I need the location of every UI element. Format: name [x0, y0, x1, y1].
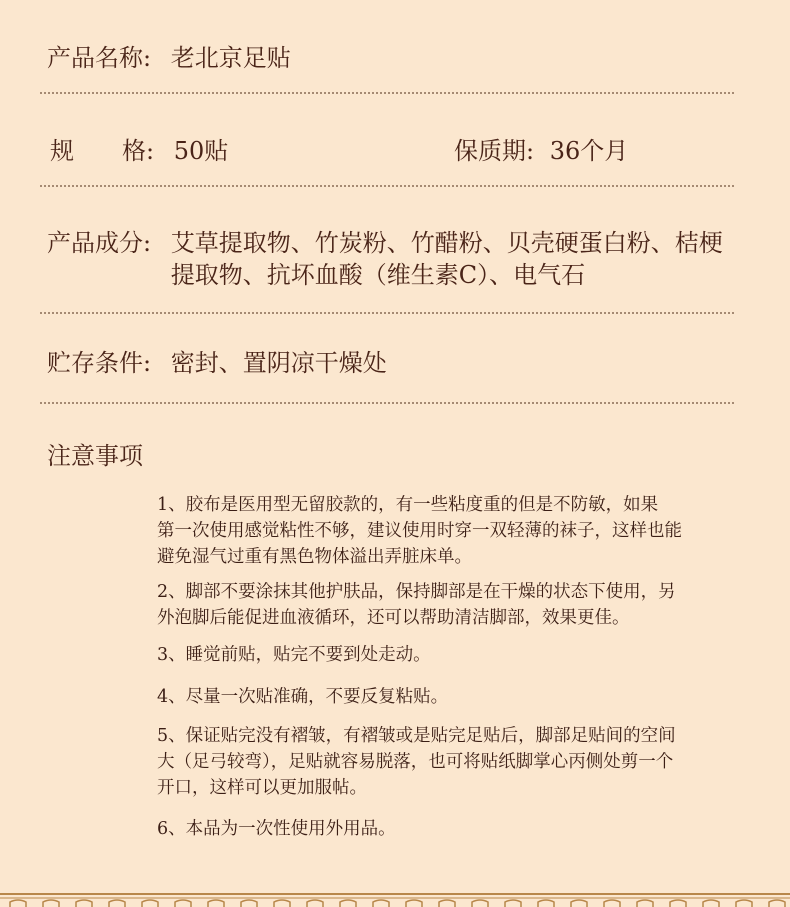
divider	[40, 92, 734, 94]
spec-label: 规 格:	[50, 137, 155, 165]
note-item: 4、尽量一次贴准确，不要反复粘贴。	[157, 687, 449, 707]
divider	[40, 402, 734, 404]
border-ornament	[670, 900, 686, 907]
border-ornament	[703, 900, 719, 907]
note-item: 2、脚部不要涂抹其他护肤品，保持脚部是在干燥的状态下使用，另 外泡脚后能促进血液循环，还可以帮助清洁脚部，效果更佳。	[157, 582, 676, 628]
ingredients-row	[47, 227, 790, 291]
note-item: 3、睡觉前贴，贴完不要到处走动。	[157, 645, 431, 665]
storage-label: 贮存条件:	[47, 349, 152, 377]
decorative-border	[0, 892, 790, 907]
divider	[40, 312, 734, 314]
border-ornament	[208, 900, 224, 907]
border-ornament	[373, 900, 389, 907]
ingredients-line: 提取物、抗坏血酸（维生素C）、电气石	[170, 261, 586, 289]
border-ornament	[10, 900, 26, 907]
product-name-label: 产品名称:	[47, 44, 152, 72]
border-ornament	[505, 900, 521, 907]
storage-row	[47, 347, 750, 379]
border-ornament	[43, 900, 59, 907]
border-ornament	[604, 900, 620, 907]
border-ornament	[538, 900, 554, 907]
shelf-life-label: 保质期:	[454, 137, 535, 165]
note-item: 6、本品为一次性使用外用品。	[157, 819, 396, 839]
ingredients-value	[171, 227, 723, 291]
border-ornament	[142, 900, 158, 907]
border-ornament	[769, 900, 785, 907]
border-ornament	[241, 900, 257, 907]
border-ornament	[307, 900, 323, 907]
border-ornament	[406, 900, 422, 907]
border-ornament	[472, 900, 488, 907]
border-ornament	[274, 900, 290, 907]
product-name-row	[47, 42, 750, 74]
product-name-value: 老北京足贴	[170, 44, 291, 72]
note-item: 5、保证贴完没有褶皱，有褶皱或是贴完足贴后，脚部足贴间的空间 大（足弓较弯），足贴就容易脱落，也可将贴纸脚掌心丙侧处剪一个 开口，这样可以更加服帖。	[157, 726, 676, 798]
divider	[40, 185, 734, 187]
border-ornament	[637, 900, 653, 907]
shelf-life-row	[454, 135, 750, 167]
border-ornament	[76, 900, 92, 907]
border-ornament	[571, 900, 587, 907]
ingredients-label: 产品成分:	[47, 229, 152, 257]
border-ornament	[736, 900, 752, 907]
border-ornament	[439, 900, 455, 907]
notes-title: 注意事项	[47, 442, 143, 470]
note-item: 1、胶布是医用型无留胶款的，有一些粘度重的但是不防敏，如果 第一次使用感觉粘性不够，建议使用时穿一双轻薄的袜子，这样也能 避免湿气过重有黑色物体溢出弄脏床单。	[157, 495, 682, 567]
storage-value: 密封、置阴凉干燥处	[170, 349, 387, 377]
border-ornament	[175, 900, 191, 907]
shelf-life-value: 36个月	[549, 137, 629, 165]
ingredients-line: 艾草提取物、竹炭粉、竹醋粉、贝壳硬蛋白粉、桔梗	[170, 229, 723, 257]
border-ornament	[109, 900, 125, 907]
border-ornament	[340, 900, 356, 907]
spec-value: 50贴	[173, 137, 229, 165]
